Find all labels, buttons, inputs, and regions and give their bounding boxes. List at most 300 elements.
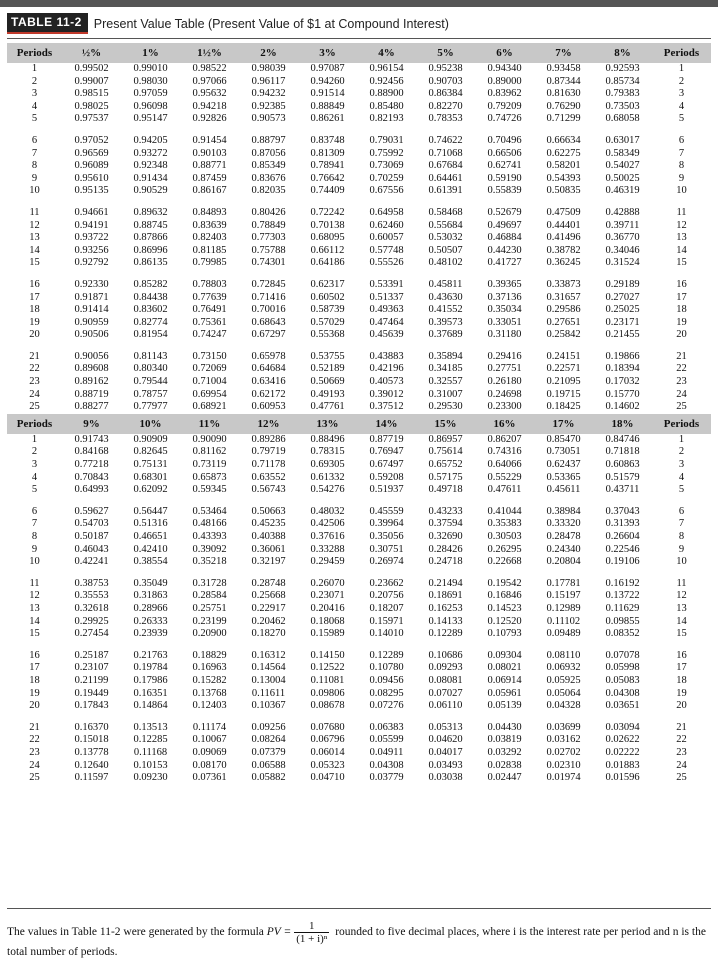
table-row: [7, 760, 711, 773]
value-cell: 0.47464: [369, 316, 404, 328]
value-cell: 0.08264: [251, 734, 286, 746]
value-cell: 0.92385: [251, 100, 286, 112]
period-cell: 19: [29, 687, 40, 699]
value-cell: 0.65873: [192, 471, 227, 483]
value-cell: 0.06383: [369, 721, 404, 733]
table-row: [7, 446, 711, 459]
value-cell: 0.65752: [428, 459, 463, 471]
value-cell: 0.96117: [251, 75, 286, 87]
value-cell: 0.05313: [428, 721, 463, 733]
value-cell: 0.15989: [310, 628, 345, 640]
value-cell: 0.29459: [310, 556, 345, 568]
value-cell: 0.60502: [310, 291, 345, 303]
value-cell: 0.05882: [251, 772, 286, 784]
period-cell: 18: [676, 304, 687, 316]
value-cell: 0.29189: [605, 278, 640, 290]
value-cell: 0.12285: [133, 734, 168, 746]
period-cell: 8: [31, 531, 38, 542]
value-cell: 0.02447: [487, 772, 522, 784]
value-cell: 0.79383: [605, 88, 640, 100]
value-cell: 0.19449: [74, 687, 109, 699]
value-cell: 0.26333: [133, 615, 168, 627]
value-cell: 0.70138: [310, 219, 345, 231]
value-cell: 0.15197: [546, 590, 581, 602]
value-cell: 0.47509: [546, 206, 581, 218]
value-cell: 0.27651: [546, 316, 581, 328]
value-cell: 0.23300: [487, 401, 522, 413]
value-cell: 0.67556: [369, 185, 404, 197]
period-cell: 24: [29, 388, 40, 400]
value-cell: 0.96154: [369, 63, 404, 74]
value-cell: 0.76642: [310, 172, 345, 184]
value-cell: 0.09489: [546, 628, 581, 640]
rate-header: 7%: [534, 43, 593, 63]
value-cell: 0.81185: [192, 244, 227, 256]
value-cell: 0.08678: [310, 700, 345, 712]
value-cell: 0.03779: [369, 772, 404, 784]
value-cell: 0.36245: [546, 257, 581, 269]
value-cell: 0.28426: [428, 543, 463, 555]
value-cell: 0.09855: [605, 615, 640, 627]
value-cell: 0.87056: [251, 147, 286, 159]
value-cell: 0.59345: [192, 484, 227, 496]
value-cell: 0.52189: [310, 363, 345, 375]
table-row: [7, 472, 711, 485]
period-cell: 1: [678, 433, 685, 445]
table-row: [7, 304, 711, 317]
value-cell: 0.72242: [310, 206, 345, 218]
value-cell: 0.20416: [310, 602, 345, 614]
value-cell: 0.70496: [487, 134, 522, 146]
value-cell: 0.99010: [133, 63, 168, 74]
formula-lhs: PV =: [266, 926, 292, 939]
value-cell: 0.37043: [605, 505, 640, 517]
footnote-tail: rounded to five decimal places, where i is the interest rate per period and n is the total number of periods.: [7, 926, 706, 958]
group-spacer: [7, 713, 711, 722]
value-cell: 0.71416: [251, 291, 286, 303]
value-cell: 0.26070: [310, 577, 345, 589]
value-cell: 0.55368: [310, 329, 345, 341]
value-cell: 0.04710: [310, 772, 345, 784]
value-cell: 0.20756: [369, 590, 404, 602]
rate-header: ½%: [62, 43, 121, 63]
value-cell: 0.41044: [487, 505, 522, 517]
period-cell: 17: [676, 662, 687, 674]
table-row: [7, 363, 711, 376]
value-cell: 0.64993: [74, 484, 109, 496]
value-cell: 0.04308: [605, 687, 640, 699]
value-cell: 0.82193: [369, 113, 404, 125]
value-cell: 0.02310: [546, 759, 581, 771]
value-cell: 0.09293: [428, 662, 463, 674]
period-cell: 17: [29, 662, 40, 674]
value-cell: 0.10686: [428, 649, 463, 661]
period-cell: 20: [676, 700, 687, 712]
value-cell: 0.42506: [310, 518, 345, 530]
value-cell: 0.22668: [487, 556, 522, 568]
value-cell: 0.97052: [74, 134, 109, 146]
value-cell: 0.91454: [192, 134, 227, 146]
value-cell: 0.28966: [133, 602, 168, 614]
value-cell: 0.11102: [546, 615, 581, 627]
period-cell: 7: [678, 518, 685, 530]
value-cell: 0.82774: [133, 316, 168, 328]
value-cell: 0.26974: [369, 556, 404, 568]
period-cell: 14: [29, 244, 40, 256]
value-cell: 0.96569: [74, 147, 109, 159]
value-cell: 0.88849: [310, 100, 345, 112]
value-cell: 0.46043: [74, 543, 109, 555]
value-cell: 0.28748: [251, 577, 286, 589]
period-cell: 9: [678, 543, 685, 555]
table-row: [7, 257, 711, 270]
value-cell: 0.80426: [251, 206, 286, 218]
value-cell: 0.39365: [487, 278, 522, 290]
value-cell: 0.93458: [546, 63, 581, 74]
periods-header: Periods: [7, 43, 62, 63]
value-cell: 0.14150: [310, 649, 345, 661]
value-cell: 0.77218: [74, 459, 109, 471]
value-cell: 0.45235: [251, 518, 286, 530]
value-cell: 0.23939: [133, 628, 168, 640]
value-cell: 0.08352: [605, 628, 640, 640]
value-cell: 0.43711: [605, 484, 640, 496]
value-cell: 0.35034: [487, 304, 522, 316]
value-cell: 0.01596: [605, 772, 640, 784]
value-cell: 0.13778: [74, 746, 109, 758]
pv-table-body: [7, 43, 711, 785]
value-cell: 0.24718: [428, 556, 463, 568]
value-cell: 0.06588: [251, 759, 286, 771]
value-cell: 0.95135: [74, 185, 109, 197]
value-cell: 0.21763: [133, 649, 168, 661]
value-cell: 0.94218: [192, 100, 227, 112]
value-cell: 0.51316: [133, 518, 168, 530]
period-cell: 18: [676, 674, 687, 686]
group-spacer: [7, 198, 711, 207]
value-cell: 0.73150: [192, 350, 227, 362]
value-cell: 0.78803: [192, 278, 227, 290]
value-cell: 0.39711: [605, 219, 640, 231]
value-cell: 0.08081: [428, 674, 463, 686]
period-cell: 16: [676, 278, 687, 290]
rate-header: 16%: [475, 414, 534, 434]
value-cell: 0.31657: [546, 291, 581, 303]
value-cell: 0.23662: [369, 577, 404, 589]
value-cell: 0.09230: [133, 772, 168, 784]
value-cell: 0.44401: [546, 219, 581, 231]
value-cell: 0.90909: [133, 433, 168, 445]
value-cell: 0.84893: [192, 206, 227, 218]
value-cell: 0.14864: [133, 700, 168, 712]
value-cell: 0.81162: [192, 446, 227, 458]
value-cell: 0.92330: [74, 278, 109, 290]
value-cell: 0.36770: [605, 232, 640, 244]
period-cell: 17: [676, 291, 687, 303]
value-cell: 0.29925: [74, 615, 109, 627]
value-cell: 0.88900: [369, 88, 404, 100]
value-cell: 0.04620: [428, 734, 463, 746]
value-cell: 0.37594: [428, 518, 463, 530]
table-row: [7, 700, 711, 713]
value-cell: 0.74316: [487, 446, 522, 458]
value-cell: 0.08110: [546, 649, 581, 661]
value-cell: 0.13768: [192, 687, 227, 699]
value-cell: 0.71004: [192, 376, 227, 388]
table-row: [7, 245, 711, 258]
value-cell: 0.91871: [74, 291, 109, 303]
period-cell: 5: [31, 484, 38, 496]
value-cell: 0.74301: [251, 257, 286, 269]
value-cell: 0.93722: [74, 232, 109, 244]
value-cell: 0.61391: [428, 185, 463, 197]
value-cell: 0.01974: [546, 772, 581, 784]
value-cell: 0.41496: [546, 232, 581, 244]
value-cell: 0.74409: [310, 185, 345, 197]
period-cell: 9: [31, 543, 38, 555]
table-row: [7, 556, 711, 569]
period-cell: 1: [678, 63, 685, 74]
value-cell: 0.84438: [133, 291, 168, 303]
value-cell: 0.90573: [251, 113, 286, 125]
value-cell: 0.50025: [605, 172, 640, 184]
period-cell: 3: [31, 459, 38, 471]
value-cell: 0.92456: [369, 75, 404, 87]
value-cell: 0.74622: [428, 134, 463, 146]
value-cell: 0.90529: [133, 185, 168, 197]
value-cell: 0.21199: [74, 674, 109, 686]
period-cell: 23: [676, 746, 687, 758]
value-cell: 0.94260: [310, 75, 345, 87]
period-cell: 4: [31, 100, 38, 112]
value-cell: 0.18691: [428, 590, 463, 602]
value-cell: 0.48032: [310, 505, 345, 517]
rate-header: 11%: [180, 414, 239, 434]
value-cell: 0.86135: [133, 257, 168, 269]
value-cell: 0.26180: [487, 376, 522, 388]
value-cell: 0.79209: [487, 100, 522, 112]
value-cell: 0.91514: [310, 88, 345, 100]
value-cell: 0.05961: [487, 687, 522, 699]
table-row: [7, 518, 711, 531]
value-cell: 0.45611: [546, 484, 581, 496]
value-cell: 0.49718: [428, 484, 463, 496]
period-cell: 16: [29, 278, 40, 290]
rate-header: 13%: [298, 414, 357, 434]
value-cell: 0.50835: [546, 185, 581, 197]
value-cell: 0.76947: [369, 446, 404, 458]
value-cell: 0.39964: [369, 518, 404, 530]
table-row: [7, 722, 711, 735]
value-cell: 0.42196: [369, 363, 404, 375]
value-cell: 0.03819: [487, 734, 522, 746]
period-cell: 25: [676, 401, 687, 413]
value-cell: 0.27027: [605, 291, 640, 303]
period-cell: 14: [676, 615, 687, 627]
value-cell: 0.70259: [369, 172, 404, 184]
value-cell: 0.22571: [546, 363, 581, 375]
value-cell: 0.64684: [251, 363, 286, 375]
value-cell: 0.33051: [487, 316, 522, 328]
period-cell: 15: [29, 257, 40, 269]
value-cell: 0.35049: [133, 577, 168, 589]
value-cell: 0.12989: [546, 602, 581, 614]
value-cell: 0.58739: [310, 304, 345, 316]
value-cell: 0.86261: [310, 113, 345, 125]
value-cell: 0.38753: [74, 577, 109, 589]
value-cell: 0.72069: [192, 363, 227, 375]
value-cell: 0.04308: [369, 759, 404, 771]
value-cell: 0.24151: [546, 350, 581, 362]
value-cell: 0.52679: [487, 206, 522, 218]
value-cell: 0.82403: [192, 232, 227, 244]
period-cell: 9: [31, 172, 38, 184]
value-cell: 0.37689: [428, 329, 463, 341]
value-cell: 0.93272: [133, 147, 168, 159]
value-cell: 0.16351: [133, 687, 168, 699]
value-cell: 0.74726: [487, 113, 522, 125]
table-row: [7, 434, 711, 447]
period-cell: 4: [31, 471, 38, 483]
value-cell: 0.22546: [605, 543, 640, 555]
value-cell: 0.54027: [605, 160, 640, 172]
table-row: [7, 506, 711, 519]
value-cell: 0.20462: [251, 615, 286, 627]
period-cell: 12: [29, 590, 40, 602]
value-cell: 0.83748: [310, 134, 345, 146]
period-cell: 12: [29, 219, 40, 231]
value-cell: 0.94340: [487, 63, 522, 74]
value-cell: 0.66634: [546, 134, 581, 146]
period-cell: 22: [676, 734, 687, 746]
value-cell: 0.81954: [133, 329, 168, 341]
value-cell: 0.17781: [546, 577, 581, 589]
value-cell: 0.50507: [428, 244, 463, 256]
value-cell: 0.60953: [251, 401, 286, 413]
table-header: [7, 14, 449, 33]
value-cell: 0.73069: [369, 160, 404, 172]
value-cell: 0.97059: [133, 88, 168, 100]
period-cell: 24: [676, 388, 687, 400]
value-cell: 0.46319: [605, 185, 640, 197]
value-cell: 0.75614: [428, 446, 463, 458]
value-cell: 0.55684: [428, 219, 463, 231]
value-cell: 0.71178: [251, 459, 286, 471]
rate-header: 10%: [121, 414, 180, 434]
value-cell: 0.97087: [310, 63, 345, 74]
value-cell: 0.66112: [310, 244, 345, 256]
value-cell: 0.15282: [192, 674, 227, 686]
value-cell: 0.18270: [251, 628, 286, 640]
period-cell: 11: [29, 206, 40, 218]
value-cell: 0.17986: [133, 674, 168, 686]
value-cell: 0.50187: [74, 531, 109, 542]
value-cell: 0.92826: [192, 113, 227, 125]
period-cell: 13: [29, 602, 40, 614]
group-spacer: [7, 497, 711, 506]
value-cell: 0.19542: [487, 577, 522, 589]
value-cell: 0.54393: [546, 172, 581, 184]
period-cell: 25: [676, 772, 687, 784]
value-cell: 0.88719: [74, 388, 109, 400]
value-cell: 0.75361: [192, 316, 227, 328]
rate-header: 12%: [239, 414, 298, 434]
table-row: [7, 148, 711, 161]
value-cell: 0.81309: [310, 147, 345, 159]
value-cell: 0.83676: [251, 172, 286, 184]
value-cell: 0.08170: [192, 759, 227, 771]
value-cell: 0.12640: [74, 759, 109, 771]
value-cell: 0.57029: [310, 316, 345, 328]
footnote: [7, 920, 711, 959]
value-cell: 0.13004: [251, 674, 286, 686]
rate-header: 8%: [593, 43, 652, 63]
period-cell: 8: [678, 531, 685, 542]
value-cell: 0.48102: [428, 257, 463, 269]
value-cell: 0.12520: [487, 615, 522, 627]
value-cell: 0.11168: [133, 746, 168, 758]
value-cell: 0.53365: [546, 471, 581, 483]
value-cell: 0.78353: [428, 113, 463, 125]
value-cell: 0.05083: [605, 674, 640, 686]
value-cell: 0.36061: [251, 543, 286, 555]
value-cell: 0.62317: [310, 278, 345, 290]
value-cell: 0.42241: [74, 556, 109, 568]
value-cell: 0.67297: [251, 329, 286, 341]
value-cell: 0.59190: [487, 172, 522, 184]
value-cell: 0.89632: [133, 206, 168, 218]
table-row: [7, 113, 711, 126]
value-cell: 0.67684: [428, 160, 463, 172]
period-cell: 21: [29, 721, 40, 733]
period-cell: 8: [678, 160, 685, 172]
value-cell: 0.37616: [310, 531, 345, 542]
value-cell: 0.18207: [369, 602, 404, 614]
top-bar: [0, 0, 718, 7]
value-cell: 0.16370: [74, 721, 109, 733]
value-cell: 0.63416: [251, 376, 286, 388]
value-cell: 0.68921: [192, 401, 227, 413]
value-cell: 0.86167: [192, 185, 227, 197]
period-cell: 8: [31, 160, 38, 172]
period-cell: 21: [676, 350, 687, 362]
table-row: [7, 603, 711, 616]
value-cell: 0.84168: [74, 446, 109, 458]
value-cell: 0.18394: [605, 363, 640, 375]
value-cell: 0.17843: [74, 700, 109, 712]
value-cell: 0.08021: [487, 662, 522, 674]
value-cell: 0.70843: [74, 471, 109, 483]
table-row: [7, 63, 711, 76]
value-cell: 0.68301: [133, 471, 168, 483]
value-cell: 0.14523: [487, 602, 522, 614]
value-cell: 0.81630: [546, 88, 581, 100]
value-cell: 0.88771: [192, 160, 227, 172]
value-cell: 0.64186: [310, 257, 345, 269]
formula-numerator: 1: [294, 920, 329, 933]
value-cell: 0.58201: [546, 160, 581, 172]
period-cell: 16: [29, 649, 40, 661]
value-cell: 0.16312: [251, 649, 286, 661]
value-cell: 0.26295: [487, 543, 522, 555]
period-cell: 11: [676, 577, 687, 589]
period-cell: 7: [31, 147, 38, 159]
value-cell: 0.61332: [310, 471, 345, 483]
section1-header-row: [7, 43, 711, 63]
table-row: [7, 135, 711, 148]
period-cell: 25: [29, 401, 40, 413]
value-cell: 0.71299: [546, 113, 581, 125]
